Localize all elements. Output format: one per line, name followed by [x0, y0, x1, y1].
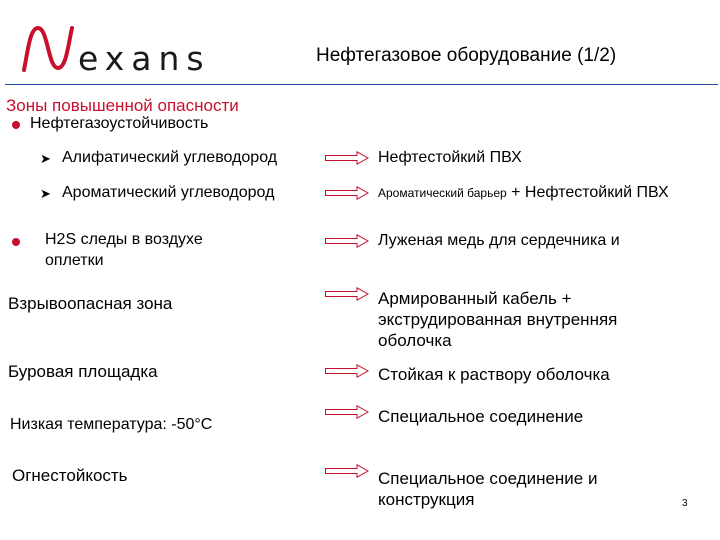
result-special-compound: Специальное соединение: [378, 407, 584, 426]
label-drilling-platform: Буровая площадка: [8, 362, 158, 381]
result-tinned-copper: Луженая медь для сердечника и: [378, 232, 620, 249]
arrow-right-icon: [325, 405, 369, 419]
section-heading: Зоны повышенной опасности: [6, 96, 239, 115]
armored-line-2: экструдированная внутренняя: [378, 310, 618, 329]
arrow-right-icon: [325, 287, 369, 301]
logo-n-swoosh-icon: [18, 20, 80, 76]
bullet-h2s: [45, 229, 203, 271]
arrow-right-icon: [325, 234, 369, 248]
result-special-compound-construction: [378, 468, 597, 510]
label-fire-resistance: Огнестойкость: [12, 466, 128, 485]
bullet-dot: [12, 121, 20, 129]
result-oil-resistant-pvc: Нефтестойкий ПВХ: [378, 149, 522, 166]
plus-sign: +: [511, 184, 521, 201]
chevron-right-icon: ➤: [40, 151, 51, 166]
bullet-dot: [12, 238, 20, 246]
page-title: Нефтегазовое оборудование (1/2): [316, 45, 617, 66]
arrow-right-icon: [325, 464, 369, 478]
sub-item-aromatic: Ароматический углеводород: [62, 184, 275, 201]
result-mud-resistant-sheath: Стойкая к раствору оболочка: [378, 365, 610, 384]
h2s-line-1: H2S следы в воздухе: [45, 231, 203, 248]
armored-line-3: оболочка: [378, 331, 452, 350]
h2s-line-2: оплетки: [45, 252, 104, 269]
logo-wordmark: exans: [78, 39, 211, 78]
arrow-right-icon: [325, 151, 369, 165]
nexans-logo: [18, 20, 211, 78]
label-explosive-zone: Взрывоопасная зона: [8, 294, 173, 313]
fire-result-line-2: конструкция: [378, 490, 475, 509]
sub-item-aliphatic: Алифатический углеводород: [62, 149, 278, 166]
bullet-oil-gas-resistance: Нефтегазоустойчивость: [30, 115, 209, 132]
result-aromatic-barrier: [378, 184, 669, 202]
header-divider: [5, 84, 718, 85]
arrow-right-icon: [325, 364, 369, 378]
chevron-right-icon: ➤: [40, 186, 51, 201]
label-low-temperature: Низкая температура: -50°C: [10, 416, 213, 433]
armored-line-1: Армированный кабель +: [378, 289, 572, 308]
oil-resistant-pvc-label: Нефтестойкий ПВХ: [524, 184, 669, 201]
aromatic-barrier-label: Ароматический барьер: [378, 186, 507, 200]
arrow-right-icon: [325, 186, 369, 200]
fire-result-line-1: Специальное соединение и: [378, 469, 598, 488]
page-number: 3: [682, 498, 688, 509]
result-armored-cable: [378, 288, 617, 351]
